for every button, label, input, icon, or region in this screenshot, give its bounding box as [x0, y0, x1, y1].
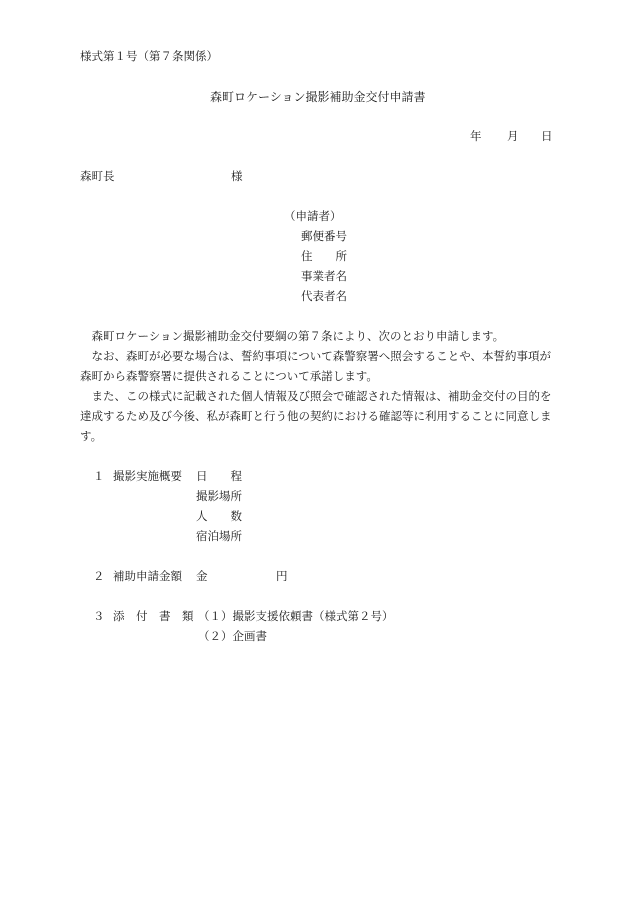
applicant-business-name-label: 事業者名 — [301, 269, 347, 283]
body-paragraph: 森町ロケーション撮影補助金交付要綱の第７条により、次のとおり申請します。 — [91, 329, 505, 343]
day-label: 日 — [541, 129, 553, 143]
addressee-honorific: 様 — [231, 169, 243, 183]
item-2-unit: 円 — [276, 569, 288, 583]
month-label: 月 — [507, 129, 519, 143]
item-2-label: 補助申請金額 — [113, 569, 182, 583]
addressee-name: 森町長 — [80, 169, 115, 183]
item-3-attachment-2: （２）企画書 — [198, 629, 267, 643]
year-label: 年 — [470, 129, 482, 143]
item-3-label: 添 付 書 類 — [113, 609, 194, 623]
item-3-number: ３ — [93, 609, 105, 623]
item-1-field-location: 撮影場所 — [196, 489, 242, 503]
body-paragraph: なお、森町が必要な場合は、誓約事項について森警察署へ照会することや、本誓約事項が森町から森警察署に提供されることについて承諾します。 — [80, 349, 552, 383]
item-1-field-headcount: 人 数 — [196, 509, 242, 523]
item-2-number: ２ — [93, 569, 105, 583]
applicant-address-label: 住 所 — [301, 249, 347, 263]
applicant-postal-code-label: 郵便番号 — [301, 229, 347, 243]
applicant-heading: （申請者） — [284, 209, 342, 223]
item-3-attachment-1: （１）撮影支援依頼書（様式第２号） — [198, 609, 394, 623]
form-number: 様式第１号（第７条関係） — [80, 49, 218, 63]
item-2-prefix: 金 — [196, 569, 208, 583]
document-title: 森町ロケーション撮影補助金交付申請書 — [210, 90, 426, 104]
applicant-representative-label: 代表者名 — [301, 289, 347, 303]
body-text — [80, 326, 556, 446]
item-1-field-schedule: 日 程 — [196, 469, 242, 483]
item-1-number: １ — [93, 469, 105, 483]
body-paragraph: また、この様式に記載された個人情報及び照会で確認された情報は、補助金交付の目的を達成するため及び今後、私が森町と行う他の契約における確認等に利用することに同意します。 — [80, 389, 552, 443]
item-1-field-lodging: 宿泊場所 — [196, 529, 242, 543]
item-1-label: 撮影実施概要 — [113, 469, 182, 483]
